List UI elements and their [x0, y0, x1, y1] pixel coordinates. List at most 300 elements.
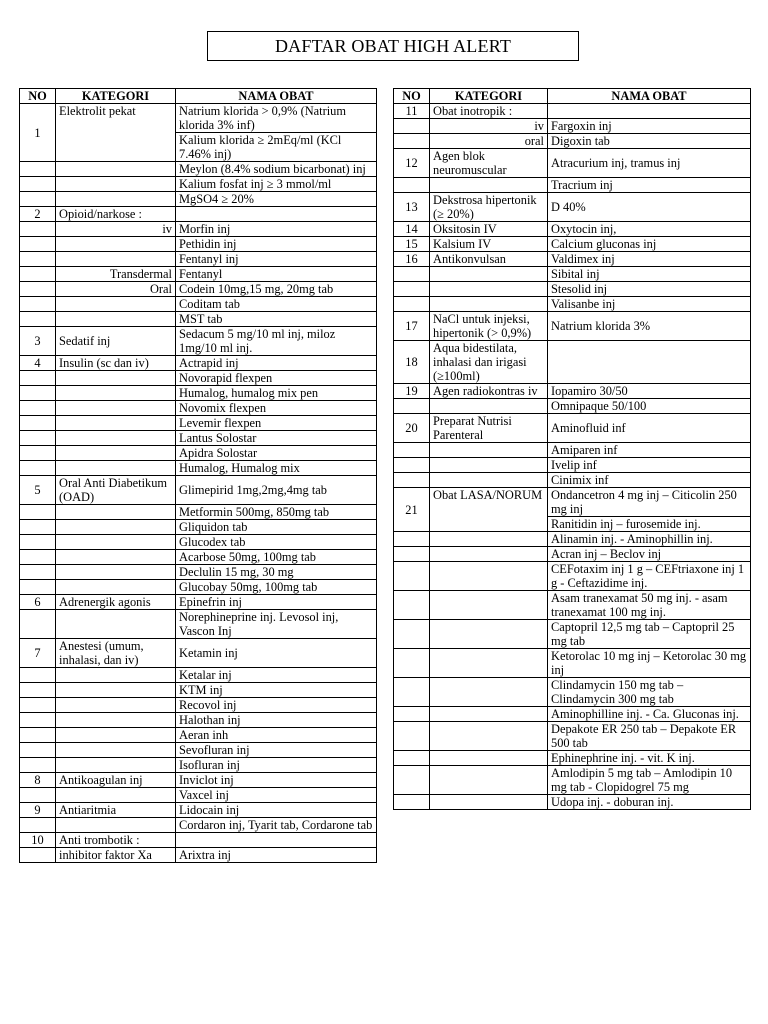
cell-kategori: Agen blok neuromuscular [430, 149, 548, 178]
cell-no [20, 713, 56, 728]
cell-no [20, 743, 56, 758]
table-row [394, 104, 751, 119]
cell-nama-obat: Isofluran inj [176, 758, 377, 773]
cell-no [20, 177, 56, 192]
cell-nama-obat [176, 207, 377, 222]
cell-nama-obat [548, 341, 751, 384]
table-row [394, 297, 751, 312]
cell-no: 7 [20, 639, 56, 668]
cell-kategori [430, 795, 548, 810]
cell-no: 6 [20, 595, 56, 610]
table-row [20, 476, 377, 505]
cell-kategori [430, 547, 548, 562]
cell-nama-obat: Glucobay 50mg, 100mg tab [176, 580, 377, 595]
cell-no [394, 443, 430, 458]
table-row [394, 766, 751, 795]
cell-nama-obat: Ketamin inj [176, 639, 377, 668]
cell-nama-obat: Sibital inj [548, 267, 751, 282]
table-row [20, 386, 377, 401]
cell-no [394, 178, 430, 193]
table-row [394, 678, 751, 707]
cell-no [20, 818, 56, 833]
cell-no [20, 386, 56, 401]
cell-nama-obat: Natrium klorida > 0,9% (Natrium klorida 3% inf) [176, 104, 377, 133]
cell-no [394, 678, 430, 707]
table-row [20, 282, 377, 297]
cell-kategori [56, 416, 176, 431]
table-row [20, 401, 377, 416]
header-kategori: KATEGORI [56, 89, 176, 104]
cell-kategori [430, 649, 548, 678]
cell-kategori [430, 443, 548, 458]
cell-nama-obat: Ranitidin inj – furosemide inj. [548, 517, 751, 532]
table-row [394, 193, 751, 222]
table-row [20, 610, 377, 639]
table-row [394, 562, 751, 591]
table-row [20, 222, 377, 237]
cell-no [394, 795, 430, 810]
table-row [394, 341, 751, 384]
cell-no [20, 252, 56, 267]
cell-kategori [56, 401, 176, 416]
cell-no [394, 649, 430, 678]
cell-nama-obat: Sevofluran inj [176, 743, 377, 758]
cell-nama-obat: Atracurium inj, tramus inj [548, 149, 751, 178]
cell-nama-obat: Recovol inj [176, 698, 377, 713]
cell-nama-obat: Udopa inj. - doburan inj. [548, 795, 751, 810]
cell-nama-obat: MST tab [176, 312, 377, 327]
cell-kategori: Adrenergik agonis [56, 595, 176, 610]
cell-no: 15 [394, 237, 430, 252]
cell-kategori [430, 766, 548, 795]
cell-kategori [56, 520, 176, 535]
cell-no [20, 282, 56, 297]
cell-no: 20 [394, 414, 430, 443]
cell-nama-obat: Amiparen inf [548, 443, 751, 458]
cell-kategori [56, 371, 176, 386]
header-nama-obat: NAMA OBAT [176, 89, 377, 104]
cell-no [20, 267, 56, 282]
cell-kategori: Sedatif inj [56, 327, 176, 356]
cell-kategori: iv [430, 119, 548, 134]
cell-kategori [430, 722, 548, 751]
table-row [394, 547, 751, 562]
cell-kategori [430, 532, 548, 547]
cell-no [394, 119, 430, 134]
table-row [394, 282, 751, 297]
cell-nama-obat: Ketorolac 10 mg inj – Ketorolac 30 mg inj [548, 649, 751, 678]
cell-kategori [430, 678, 548, 707]
cell-nama-obat: Iopamiro 30/50 [548, 384, 751, 399]
cell-kategori: Antikoagulan inj [56, 773, 176, 788]
table-row [394, 795, 751, 810]
cell-kategori: Obat inotropik : [430, 104, 548, 119]
table-row [20, 371, 377, 386]
table-row [20, 431, 377, 446]
table-row [394, 222, 751, 237]
cell-no [20, 297, 56, 312]
cell-nama-obat: MgSO4 ≥ 20% [176, 192, 377, 207]
cell-nama-obat: Fentanyl inj [176, 252, 377, 267]
cell-no [20, 401, 56, 416]
cell-no: 5 [20, 476, 56, 505]
cell-kategori [430, 458, 548, 473]
table-row [394, 751, 751, 766]
cell-nama-obat: Tracrium inj [548, 178, 751, 193]
cell-nama-obat: Aminofluid inf [548, 414, 751, 443]
table-row [20, 162, 377, 177]
cell-kategori: Obat LASA/NORUM [430, 488, 548, 532]
table-row [20, 848, 377, 863]
cell-nama-obat: Depakote ER 250 tab – Depakote ER 500 tab [548, 722, 751, 751]
cell-no [20, 698, 56, 713]
cell-kategori [430, 297, 548, 312]
table-row [394, 458, 751, 473]
cell-kategori [56, 698, 176, 713]
cell-kategori [430, 282, 548, 297]
table-row [20, 177, 377, 192]
cell-kategori [56, 386, 176, 401]
cell-no [394, 267, 430, 282]
table-row [20, 327, 377, 356]
cell-no [394, 473, 430, 488]
table-row [394, 707, 751, 722]
cell-nama-obat: Humalog, humalog mix pen [176, 386, 377, 401]
cell-nama-obat: Pethidin inj [176, 237, 377, 252]
table-header [20, 89, 377, 104]
cell-no: 13 [394, 193, 430, 222]
table-row [394, 119, 751, 134]
cell-no: 4 [20, 356, 56, 371]
page-title: DAFTAR OBAT HIGH ALERT [207, 31, 579, 61]
cell-kategori: Antikonvulsan [430, 252, 548, 267]
cell-nama-obat: Halothan inj [176, 713, 377, 728]
cell-kategori [56, 668, 176, 683]
table-row [20, 267, 377, 282]
table-row [20, 207, 377, 222]
cell-kategori: Oksitosin IV [430, 222, 548, 237]
cell-kategori [56, 580, 176, 595]
table-row [20, 595, 377, 610]
cell-nama-obat: Glucodex tab [176, 535, 377, 550]
cell-kategori [56, 177, 176, 192]
header-no: NO [20, 89, 56, 104]
cell-kategori [56, 297, 176, 312]
cell-no [20, 371, 56, 386]
cell-no [394, 751, 430, 766]
table-row [394, 267, 751, 282]
cell-kategori: inhibitor faktor Xa [56, 848, 176, 863]
table-row [394, 312, 751, 341]
cell-no: 14 [394, 222, 430, 237]
high-alert-table-right [393, 88, 751, 810]
cell-no [20, 520, 56, 535]
cell-kategori: Anti trombotik : [56, 833, 176, 848]
cell-nama-obat: Asam tranexamat 50 mg inj. - asam tranexamat 100 mg inj. [548, 591, 751, 620]
cell-no [394, 399, 430, 414]
cell-no [20, 222, 56, 237]
cell-kategori: Insulin (sc dan iv) [56, 356, 176, 371]
cell-no [394, 282, 430, 297]
cell-no [20, 535, 56, 550]
table-row [20, 104, 377, 133]
table-row [394, 488, 751, 517]
table-row [20, 297, 377, 312]
table-row [20, 683, 377, 698]
cell-kategori: iv [56, 222, 176, 237]
cell-no [394, 591, 430, 620]
cell-kategori [56, 743, 176, 758]
cell-kategori [56, 713, 176, 728]
cell-no [20, 505, 56, 520]
cell-kategori: Transdermal [56, 267, 176, 282]
cell-nama-obat: Amlodipin 5 mg tab – Amlodipin 10 mg tab - Clopidogrel 75 mg [548, 766, 751, 795]
cell-nama-obat: Ivelip inf [548, 458, 751, 473]
cell-kategori [56, 758, 176, 773]
cell-kategori [56, 505, 176, 520]
cell-nama-obat: Declulin 15 mg, 30 mg [176, 565, 377, 580]
cell-no [20, 416, 56, 431]
table-row [394, 473, 751, 488]
table-row [20, 565, 377, 580]
cell-kategori [56, 192, 176, 207]
cell-no: 3 [20, 327, 56, 356]
cell-no [20, 728, 56, 743]
table-row [20, 312, 377, 327]
cell-nama-obat: Levemir flexpen [176, 416, 377, 431]
cell-nama-obat: Norephineprine inj. Levosol inj, Vascon Inj [176, 610, 377, 639]
cell-no [20, 683, 56, 698]
cell-no [20, 446, 56, 461]
table-row [20, 668, 377, 683]
cell-nama-obat: Inviclot inj [176, 773, 377, 788]
cell-nama-obat: Ketalar inj [176, 668, 377, 683]
cell-no [20, 610, 56, 639]
cell-nama-obat: Oxytocin inj, [548, 222, 751, 237]
cell-no [20, 565, 56, 580]
header-kategori: KATEGORI [430, 89, 548, 104]
cell-kategori: Dekstrosa hipertonik (≥ 20%) [430, 193, 548, 222]
table-row [20, 356, 377, 371]
table-row [20, 743, 377, 758]
cell-no: 11 [394, 104, 430, 119]
cell-nama-obat: Valdimex inj [548, 252, 751, 267]
table-row [394, 252, 751, 267]
cell-no [20, 431, 56, 446]
cell-no [20, 788, 56, 803]
cell-kategori: Elektrolit pekat [56, 104, 176, 162]
cell-kategori [56, 550, 176, 565]
table-row [394, 414, 751, 443]
cell-nama-obat: Acran inj – Beclov inj [548, 547, 751, 562]
cell-kategori [56, 788, 176, 803]
table-row [20, 580, 377, 595]
cell-kategori: Anestesi (umum, inhalasi, dan iv) [56, 639, 176, 668]
cell-nama-obat: Aeran inh [176, 728, 377, 743]
table-header [394, 89, 751, 104]
table-row [20, 192, 377, 207]
cell-nama-obat: CEFotaxim inj 1 g – CEFtriaxone inj 1 g - Ceftazidime inj. [548, 562, 751, 591]
cell-nama-obat: Valisanbe inj [548, 297, 751, 312]
cell-no: 8 [20, 773, 56, 788]
cell-no [20, 550, 56, 565]
cell-nama-obat: Kalium fosfat inj ≥ 3 mmol/ml [176, 177, 377, 192]
cell-nama-obat: Glimepirid 1mg,2mg,4mg tab [176, 476, 377, 505]
cell-no: 10 [20, 833, 56, 848]
high-alert-table-left [19, 88, 377, 863]
cell-kategori [56, 818, 176, 833]
cell-nama-obat: Fentanyl [176, 267, 377, 282]
table-row [20, 446, 377, 461]
table-row [20, 639, 377, 668]
table-row [394, 620, 751, 649]
cell-kategori [56, 446, 176, 461]
cell-no [394, 134, 430, 149]
cell-kategori [56, 461, 176, 476]
table-row [394, 399, 751, 414]
cell-no: 16 [394, 252, 430, 267]
cell-nama-obat: Stesolid inj [548, 282, 751, 297]
table-row [20, 713, 377, 728]
cell-kategori: Aqua bidestilata, inhalasi dan irigasi (≥100ml) [430, 341, 548, 384]
table-row [20, 833, 377, 848]
table-row [394, 649, 751, 678]
cell-no [20, 580, 56, 595]
table-row [20, 758, 377, 773]
cell-nama-obat: Novomix flexpen [176, 401, 377, 416]
cell-kategori [56, 252, 176, 267]
cell-nama-obat: D 40% [548, 193, 751, 222]
cell-kategori: Preparat Nutrisi Parenteral [430, 414, 548, 443]
cell-nama-obat [548, 104, 751, 119]
cell-kategori [56, 535, 176, 550]
cell-no [20, 237, 56, 252]
cell-no [20, 461, 56, 476]
table-row [20, 237, 377, 252]
cell-kategori [430, 473, 548, 488]
cell-kategori: NaCl untuk injeksi, hipertonik (> 0,9%) [430, 312, 548, 341]
cell-nama-obat: Ephinephrine inj. - vit. K inj. [548, 751, 751, 766]
cell-no [394, 458, 430, 473]
cell-kategori: Oral [56, 282, 176, 297]
cell-no: 18 [394, 341, 430, 384]
cell-nama-obat: Arixtra inj [176, 848, 377, 863]
table-row [394, 134, 751, 149]
cell-kategori [56, 728, 176, 743]
cell-kategori [430, 562, 548, 591]
cell-kategori [430, 620, 548, 649]
cell-nama-obat: Novorapid flexpen [176, 371, 377, 386]
table-row [394, 591, 751, 620]
table-row [20, 416, 377, 431]
cell-kategori [430, 591, 548, 620]
cell-nama-obat [176, 833, 377, 848]
cell-no: 9 [20, 803, 56, 818]
cell-nama-obat: Kalium klorida ≥ 2mEq/ml (KCl 7.46% inj) [176, 133, 377, 162]
table-row [20, 818, 377, 833]
table-row [20, 550, 377, 565]
cell-nama-obat: Gliquidon tab [176, 520, 377, 535]
cell-nama-obat: Digoxin tab [548, 134, 751, 149]
cell-nama-obat: Apidra Solostar [176, 446, 377, 461]
cell-nama-obat: Cordaron inj, Tyarit tab, Cordarone tab [176, 818, 377, 833]
cell-kategori [56, 683, 176, 698]
cell-no: 17 [394, 312, 430, 341]
table-row [20, 803, 377, 818]
cell-kategori [430, 751, 548, 766]
cell-nama-obat: Alinamin inj. - Aminophillin inj. [548, 532, 751, 547]
table-row [394, 443, 751, 458]
cell-nama-obat: Meylon (8.4% sodium bicarbonat) inj [176, 162, 377, 177]
cell-nama-obat: Ondancetron 4 mg inj – Citicolin 250 mg inj [548, 488, 751, 517]
header-nama-obat: NAMA OBAT [548, 89, 751, 104]
cell-no [20, 312, 56, 327]
cell-nama-obat: Morfin inj [176, 222, 377, 237]
table-row [20, 535, 377, 550]
cell-nama-obat: Natrium klorida 3% [548, 312, 751, 341]
table-row [20, 505, 377, 520]
table-row [394, 384, 751, 399]
cell-no [394, 766, 430, 795]
cell-no [20, 848, 56, 863]
cell-nama-obat: Acarbose 50mg, 100mg tab [176, 550, 377, 565]
table-row [394, 149, 751, 178]
cell-kategori: Oral Anti Diabetikum (OAD) [56, 476, 176, 505]
cell-kategori: Agen radiokontras iv [430, 384, 548, 399]
cell-no [394, 722, 430, 751]
cell-no [394, 297, 430, 312]
cell-nama-obat: Epinefrin inj [176, 595, 377, 610]
cell-nama-obat: Omnipaque 50/100 [548, 399, 751, 414]
cell-nama-obat: Actrapid inj [176, 356, 377, 371]
cell-kategori [430, 399, 548, 414]
cell-kategori [430, 267, 548, 282]
cell-kategori: oral [430, 134, 548, 149]
cell-nama-obat: Clindamycin 150 mg tab – Clindamycin 300 mg tab [548, 678, 751, 707]
cell-nama-obat: Fargoxin inj [548, 119, 751, 134]
cell-no [394, 562, 430, 591]
cell-nama-obat: Metformin 500mg, 850mg tab [176, 505, 377, 520]
table-row [394, 532, 751, 547]
cell-kategori [430, 707, 548, 722]
table-row [394, 237, 751, 252]
cell-no [20, 162, 56, 177]
cell-nama-obat: KTM inj [176, 683, 377, 698]
cell-no [394, 532, 430, 547]
cell-nama-obat: Captopril 12,5 mg tab – Captopril 25 mg tab [548, 620, 751, 649]
table-row [394, 722, 751, 751]
cell-no: 21 [394, 488, 430, 532]
cell-kategori: Opioid/narkose : [56, 207, 176, 222]
cell-nama-obat: Lidocain inj [176, 803, 377, 818]
cell-kategori [430, 178, 548, 193]
table-row [20, 728, 377, 743]
cell-no: 19 [394, 384, 430, 399]
cell-no [20, 758, 56, 773]
cell-nama-obat: Codein 10mg,15 mg, 20mg tab [176, 282, 377, 297]
cell-no: 12 [394, 149, 430, 178]
cell-kategori [56, 237, 176, 252]
table-row [20, 252, 377, 267]
table-row [20, 698, 377, 713]
cell-no: 2 [20, 207, 56, 222]
cell-nama-obat: Lantus Solostar [176, 431, 377, 446]
table-row [394, 178, 751, 193]
cell-nama-obat: Aminophilline inj. - Ca. Gluconas inj. [548, 707, 751, 722]
cell-nama-obat: Vaxcel inj [176, 788, 377, 803]
table-row [20, 520, 377, 535]
cell-no [394, 707, 430, 722]
